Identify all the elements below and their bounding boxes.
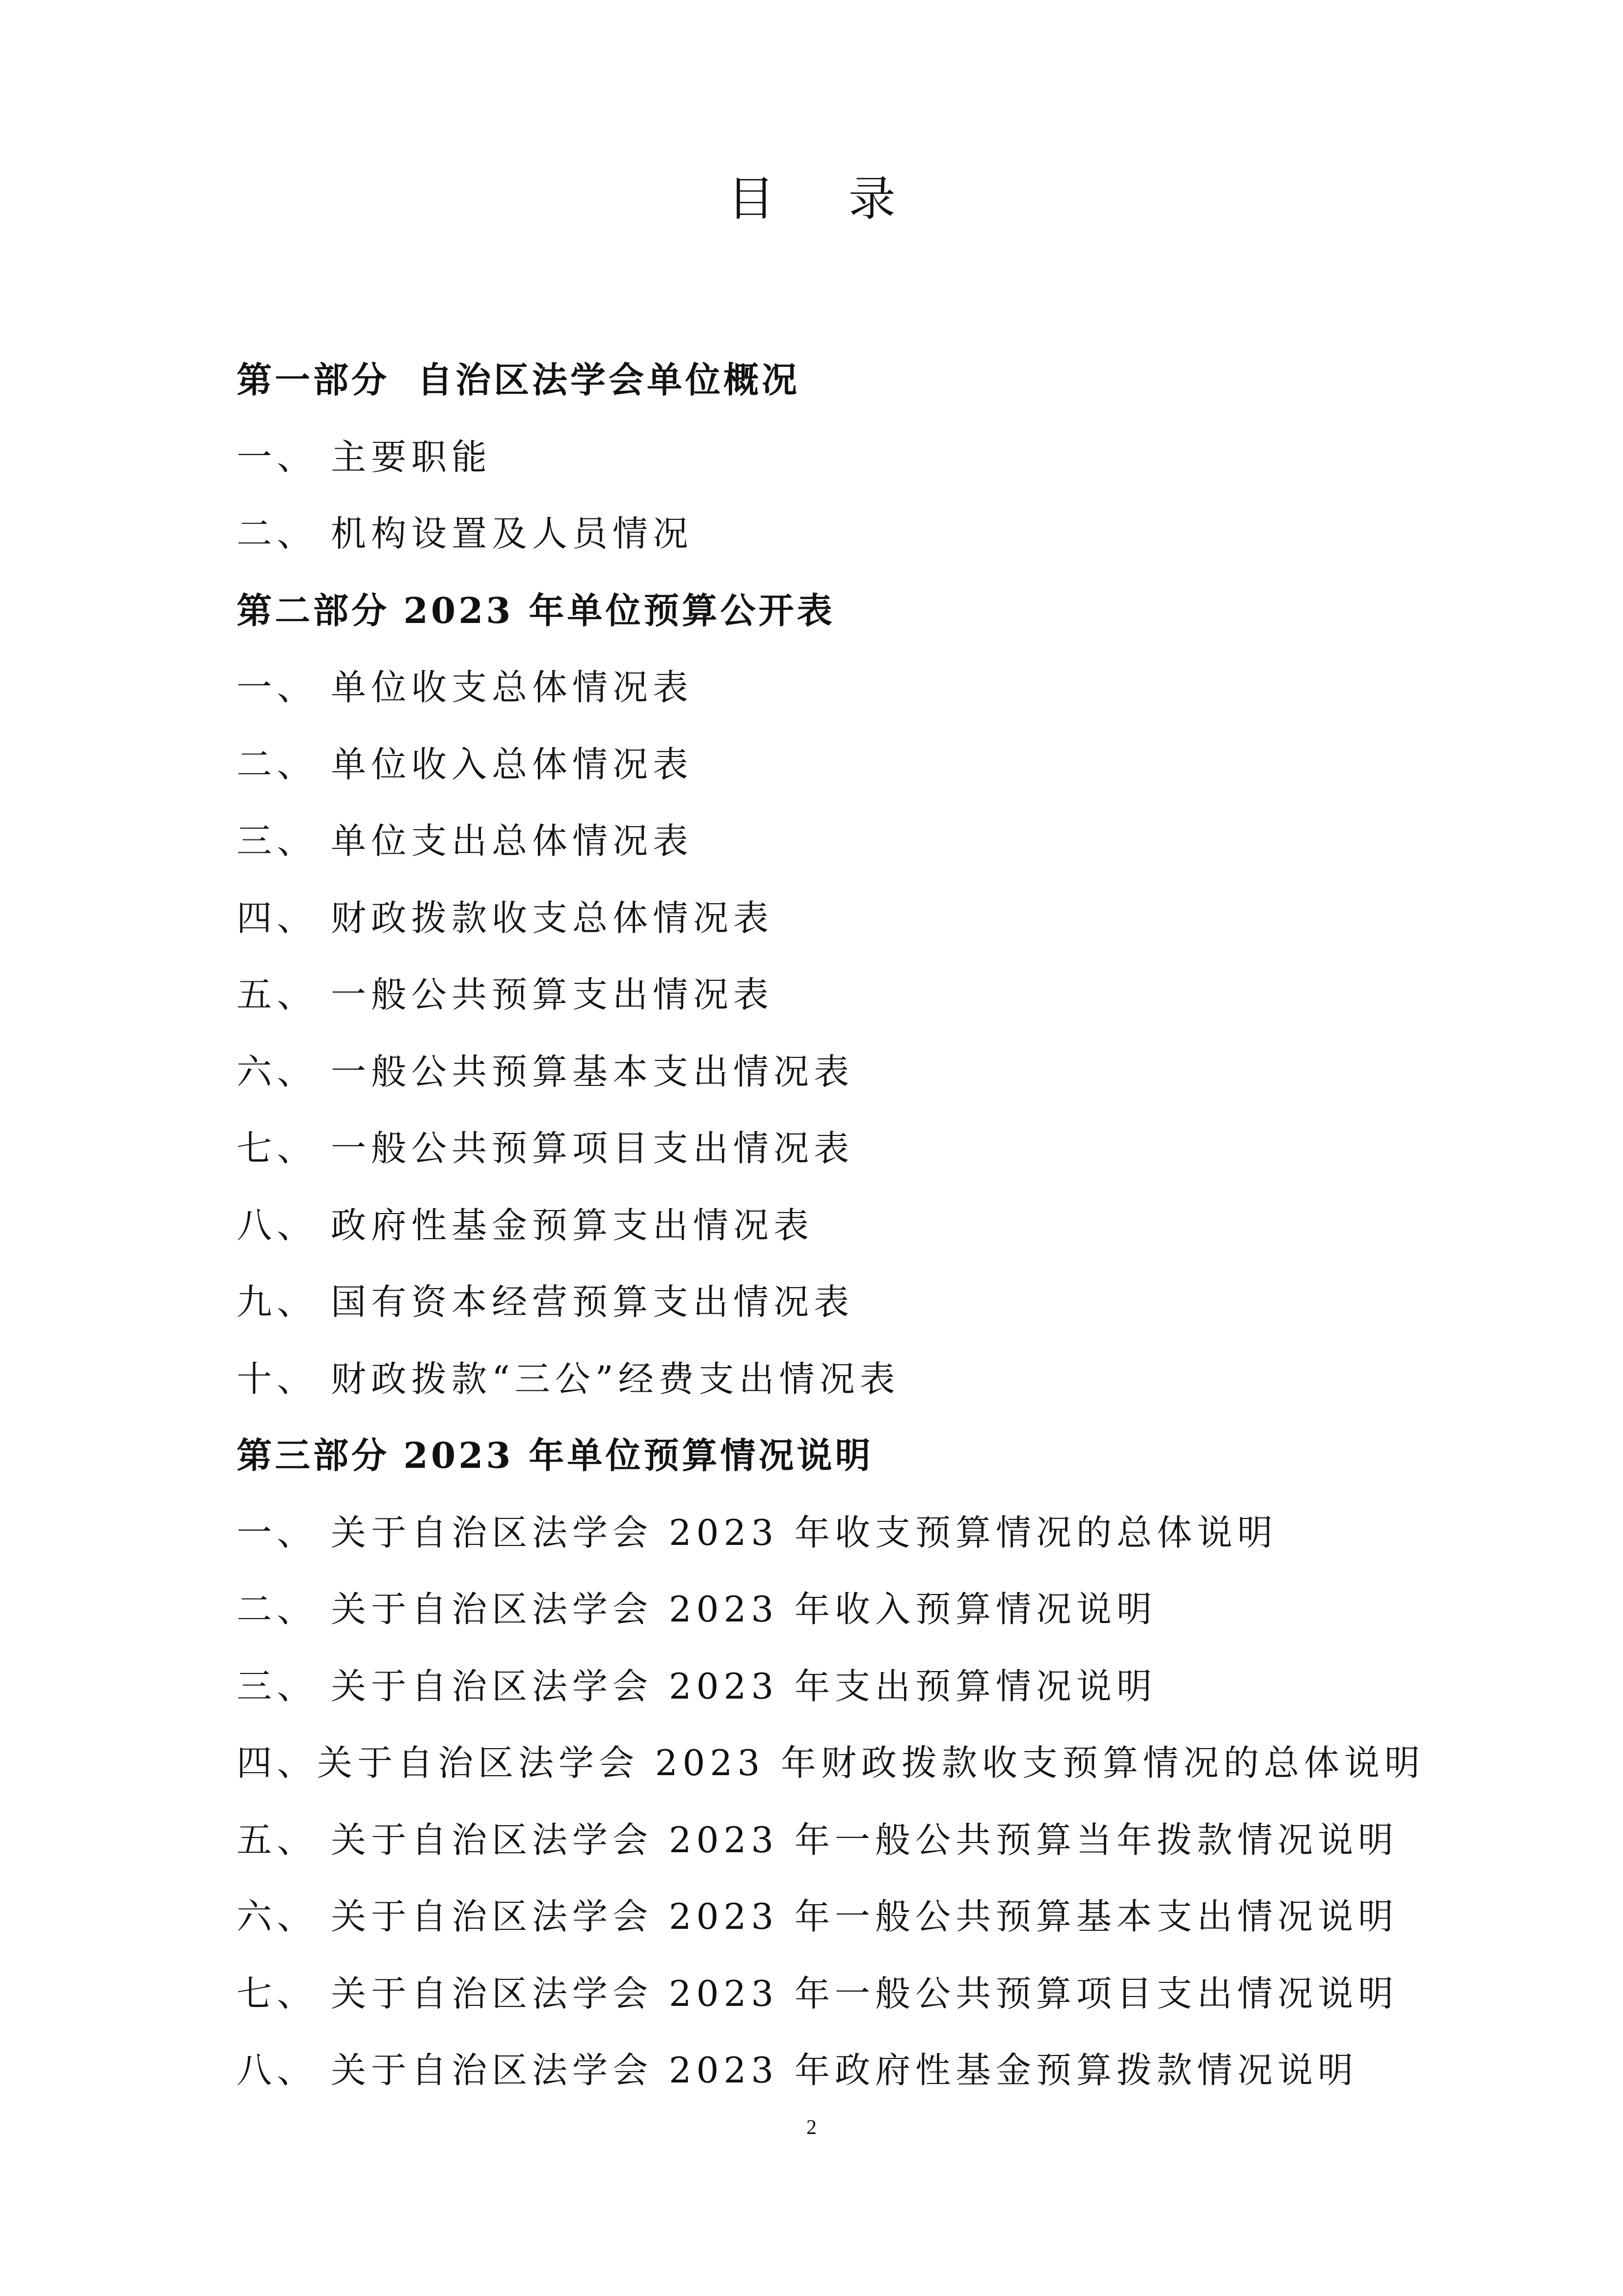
toc-entry-title: 一般公共预算基本支出情况表 xyxy=(331,1051,854,1092)
table-of-contents xyxy=(237,339,1425,2106)
toc-entry-number: 二、 xyxy=(237,1589,318,1630)
toc-entry xyxy=(237,1875,1414,1952)
toc-entry xyxy=(237,1722,1425,1799)
toc-entry-title: 一般公共预算项目支出情况表 xyxy=(331,1128,854,1169)
toc-section-heading xyxy=(237,569,1414,647)
toc-entry xyxy=(237,1568,1414,1645)
toc-entry-title: 财政拨款“三公”经费支出情况表 xyxy=(331,1358,900,1400)
toc-section-heading xyxy=(237,1414,1414,1491)
toc-entry-title: 关于自治区法学会 2023 年支出预算情况说明 xyxy=(331,1665,1157,1707)
toc-entry-title: 机构设置及人员情况 xyxy=(331,513,693,555)
toc-entry xyxy=(237,1645,1414,1722)
toc-entry-title: 单位收支总体情况表 xyxy=(331,667,693,708)
toc-entry xyxy=(237,1107,1414,1184)
toc-entry-title: 政府性基金预算支出情况表 xyxy=(331,1204,814,1246)
toc-entry-number: 九、 xyxy=(237,1281,318,1323)
toc-entry-number: 七、 xyxy=(237,1128,318,1169)
toc-entry-title: 关于自治区法学会 2023 年收支预算情况的总体说明 xyxy=(331,1512,1278,1553)
toc-entry xyxy=(237,416,1414,493)
toc-entry-number: 八、 xyxy=(237,2050,318,2091)
toc-entry-number: 八、 xyxy=(237,1204,318,1246)
toc-entry-number: 二、 xyxy=(237,743,318,785)
toc-entry-number: 二、 xyxy=(237,513,318,555)
toc-entry-number: 一、 xyxy=(237,1512,318,1553)
toc-entry-number: 一、 xyxy=(237,436,318,478)
toc-entry xyxy=(237,1030,1414,1107)
toc-entry-title: 主要职能 xyxy=(331,436,492,478)
toc-entry xyxy=(237,1184,1414,1261)
toc-entry xyxy=(237,800,1414,877)
toc-entry-title: 国有资本经营预算支出情况表 xyxy=(331,1281,854,1323)
toc-entry-number: 十、 xyxy=(237,1358,318,1400)
toc-entry xyxy=(237,1338,1414,1415)
toc-entry xyxy=(237,953,1414,1030)
toc-entry-number: 五、 xyxy=(237,974,318,1016)
toc-entry-title: 单位支出总体情况表 xyxy=(331,820,693,862)
page-number: 2 xyxy=(806,2116,817,2139)
toc-section-label: 第三部分 xyxy=(237,1434,390,1477)
toc-entry xyxy=(237,1952,1414,2029)
toc-entry-title: 一般公共预算支出情况表 xyxy=(331,974,774,1016)
toc-entry xyxy=(237,646,1414,723)
page-title: 目 录 xyxy=(727,171,925,226)
toc-entry xyxy=(237,1799,1414,1876)
toc-entry xyxy=(237,723,1414,800)
toc-section-title: 2023 年单位预算情况说明 xyxy=(403,1434,874,1477)
toc-entry-number: 三、 xyxy=(237,820,318,862)
toc-entry-title: 关于自治区法学会 2023 年收入预算情况说明 xyxy=(331,1589,1157,1630)
toc-entry-number: 五、 xyxy=(237,1819,318,1861)
toc-entry-title: 财政拨款收支总体情况表 xyxy=(331,897,774,939)
toc-entry-number: 七、 xyxy=(237,1972,318,2014)
toc-entry xyxy=(237,492,1414,569)
toc-entry xyxy=(237,877,1414,954)
toc-entry-title: 关于自治区法学会 2023 年一般公共预算项目支出情况说明 xyxy=(331,1972,1399,2014)
toc-entry-number: 六、 xyxy=(237,1051,318,1092)
toc-entry-number: 三、 xyxy=(237,1665,318,1707)
toc-entry-title: 关于自治区法学会 2023 年政府性基金预算拨款情况说明 xyxy=(331,2050,1358,2091)
toc-entry-number: 一、 xyxy=(237,667,318,708)
toc-entry xyxy=(237,1491,1414,1568)
toc-entry xyxy=(237,1261,1414,1338)
toc-section-label: 第一部分 xyxy=(237,359,390,401)
toc-entry-title: 关于自治区法学会 2023 年财政拨款收支预算情况的总体说明 xyxy=(317,1742,1425,1784)
toc-entry-title: 单位收入总体情况表 xyxy=(331,743,693,785)
toc-entry-number: 六、 xyxy=(237,1896,318,1938)
toc-entry xyxy=(237,2029,1414,2106)
toc-section-title: 2023 年单位预算公开表 xyxy=(403,589,835,631)
toc-entry-title: 关于自治区法学会 2023 年一般公共预算基本支出情况说明 xyxy=(331,1896,1399,1938)
toc-section-label: 第二部分 xyxy=(237,589,390,631)
toc-entry-number: 四、 xyxy=(237,1742,318,1784)
toc-section-heading xyxy=(237,339,1414,416)
toc-entry-number: 四、 xyxy=(237,897,318,939)
toc-entry-title: 关于自治区法学会 2023 年一般公共预算当年拨款情况说明 xyxy=(331,1819,1399,1861)
toc-section-title: 自治区法学会单位概况 xyxy=(417,359,800,401)
